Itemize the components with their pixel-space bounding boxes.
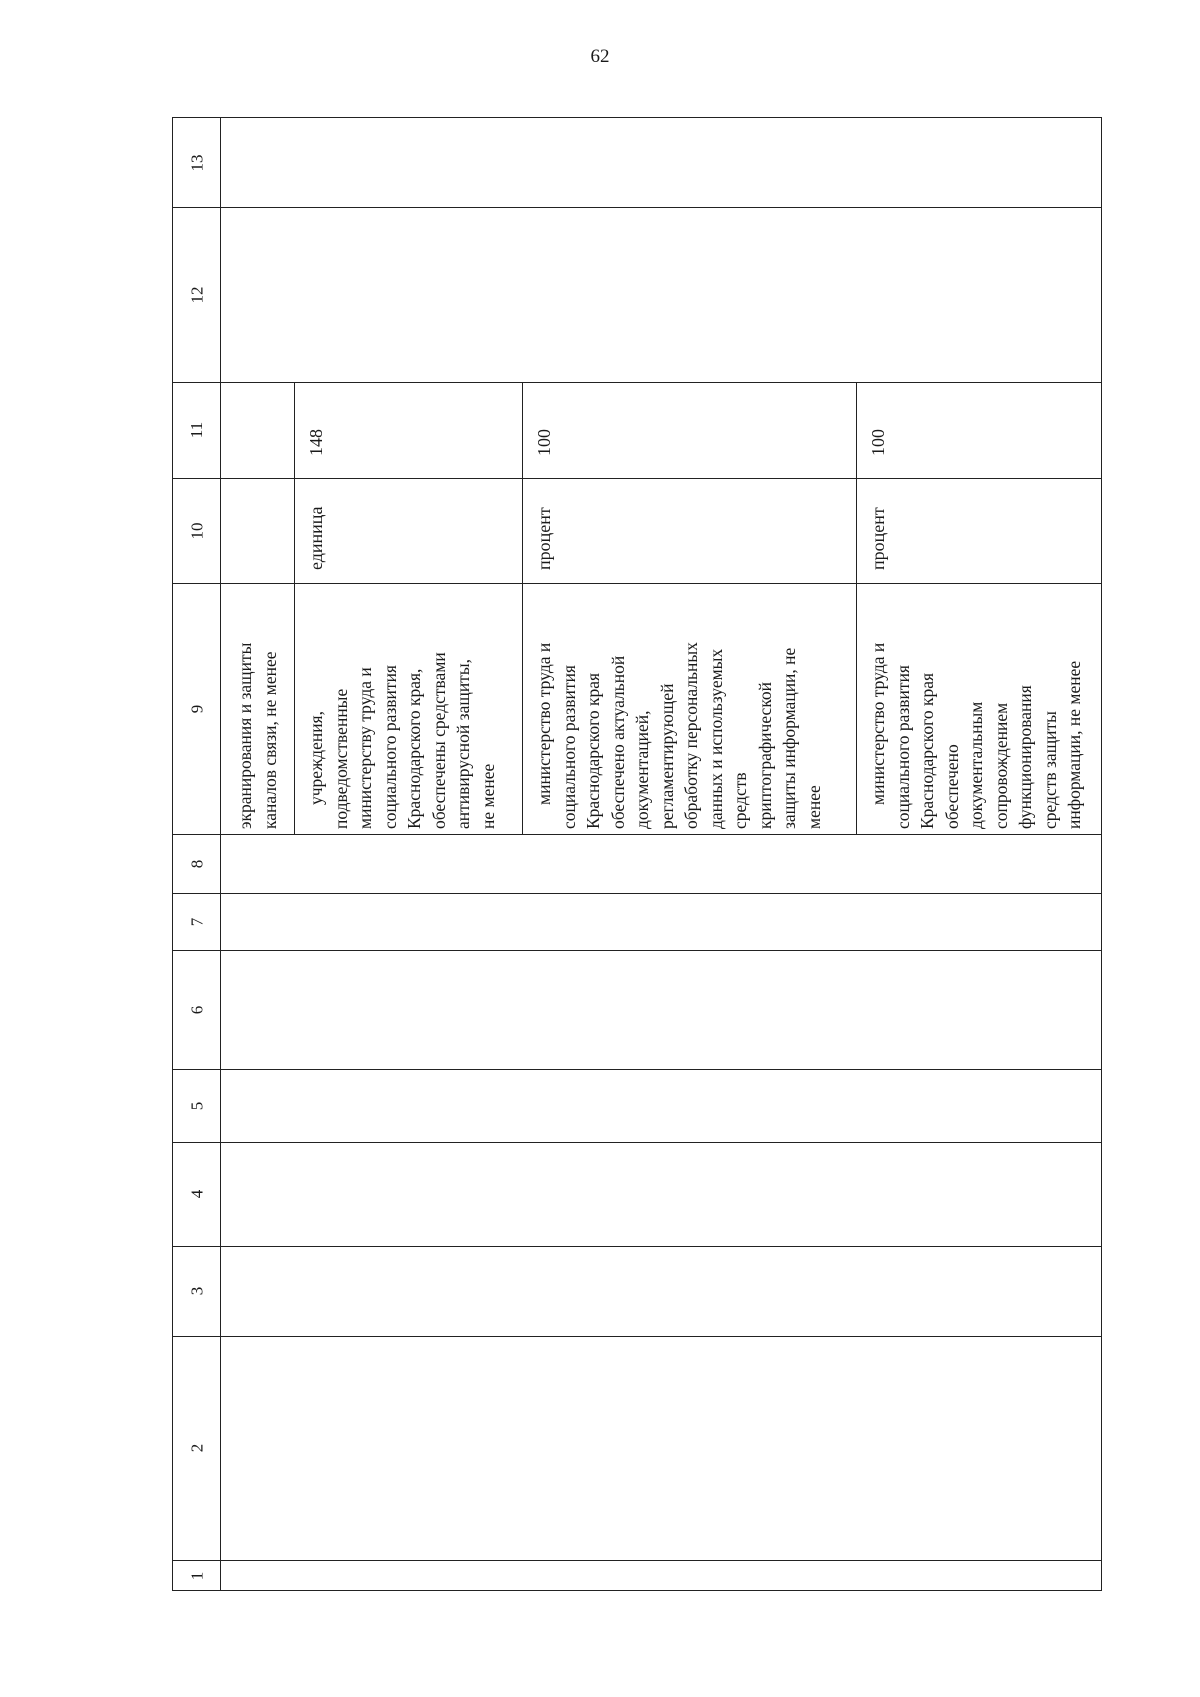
column-number-4: 4: [187, 1189, 206, 1199]
indicator-text: министерство труда и социального развития Краснодарского края обеспечено актуальной документацией, регламентирующей обработку персональных данных и используемых средств криптографической защиты информации, не менее: [534, 642, 824, 829]
indicator-text: учреждения, подведомственные министерству труда и социального развития Краснодарского края, обеспечены средствами антивирусной защиты, не менее: [306, 652, 498, 829]
column-number-5: 5: [187, 1101, 206, 1110]
indicator-text: экранирования и защиты каналов связи, не менее: [235, 642, 280, 829]
column-divider: [173, 583, 1101, 584]
unit-cell: процент: [868, 507, 888, 570]
column-number-2: 2: [187, 1443, 206, 1453]
column-divider: [173, 893, 1101, 894]
unit-cell: единица: [306, 506, 326, 570]
value-cell: 100: [534, 429, 554, 456]
column-divider: [173, 478, 1101, 479]
column-divider: [173, 1336, 1101, 1337]
column-number-6: 6: [187, 1005, 206, 1014]
indicator-text: министерство труда и социального развития Краснодарского края обеспечено документальным сопровождением функционирования средств защиты информации, не менее: [868, 642, 1084, 829]
page-number: 62: [590, 46, 610, 67]
unit-cell: процент: [534, 507, 554, 570]
value-cell: 148: [306, 429, 326, 456]
column-number-13: 13: [187, 154, 206, 171]
data-table: [172, 117, 1102, 1591]
row-divider: [294, 383, 295, 835]
value-cell: 100: [868, 429, 888, 456]
column-divider: [173, 950, 1101, 951]
column-number-3: 3: [187, 1286, 206, 1296]
column-divider: [173, 1560, 1101, 1561]
column-number-10: 10: [187, 522, 206, 539]
column-divider: [173, 1069, 1101, 1070]
row-divider: [856, 383, 857, 835]
column-number-12: 12: [187, 286, 206, 303]
column-divider: [173, 1142, 1101, 1143]
column-divider: [173, 207, 1101, 208]
column-divider: [173, 834, 1101, 835]
column-number-11: 11: [187, 421, 206, 439]
column-divider: [173, 1246, 1101, 1247]
row-divider: [522, 383, 523, 835]
column-number-1: 1: [187, 1571, 206, 1581]
column-number-7: 7: [187, 917, 206, 926]
column-divider: [173, 382, 1101, 383]
column-number-9: 9: [187, 704, 206, 713]
column-number-8: 8: [187, 859, 206, 868]
